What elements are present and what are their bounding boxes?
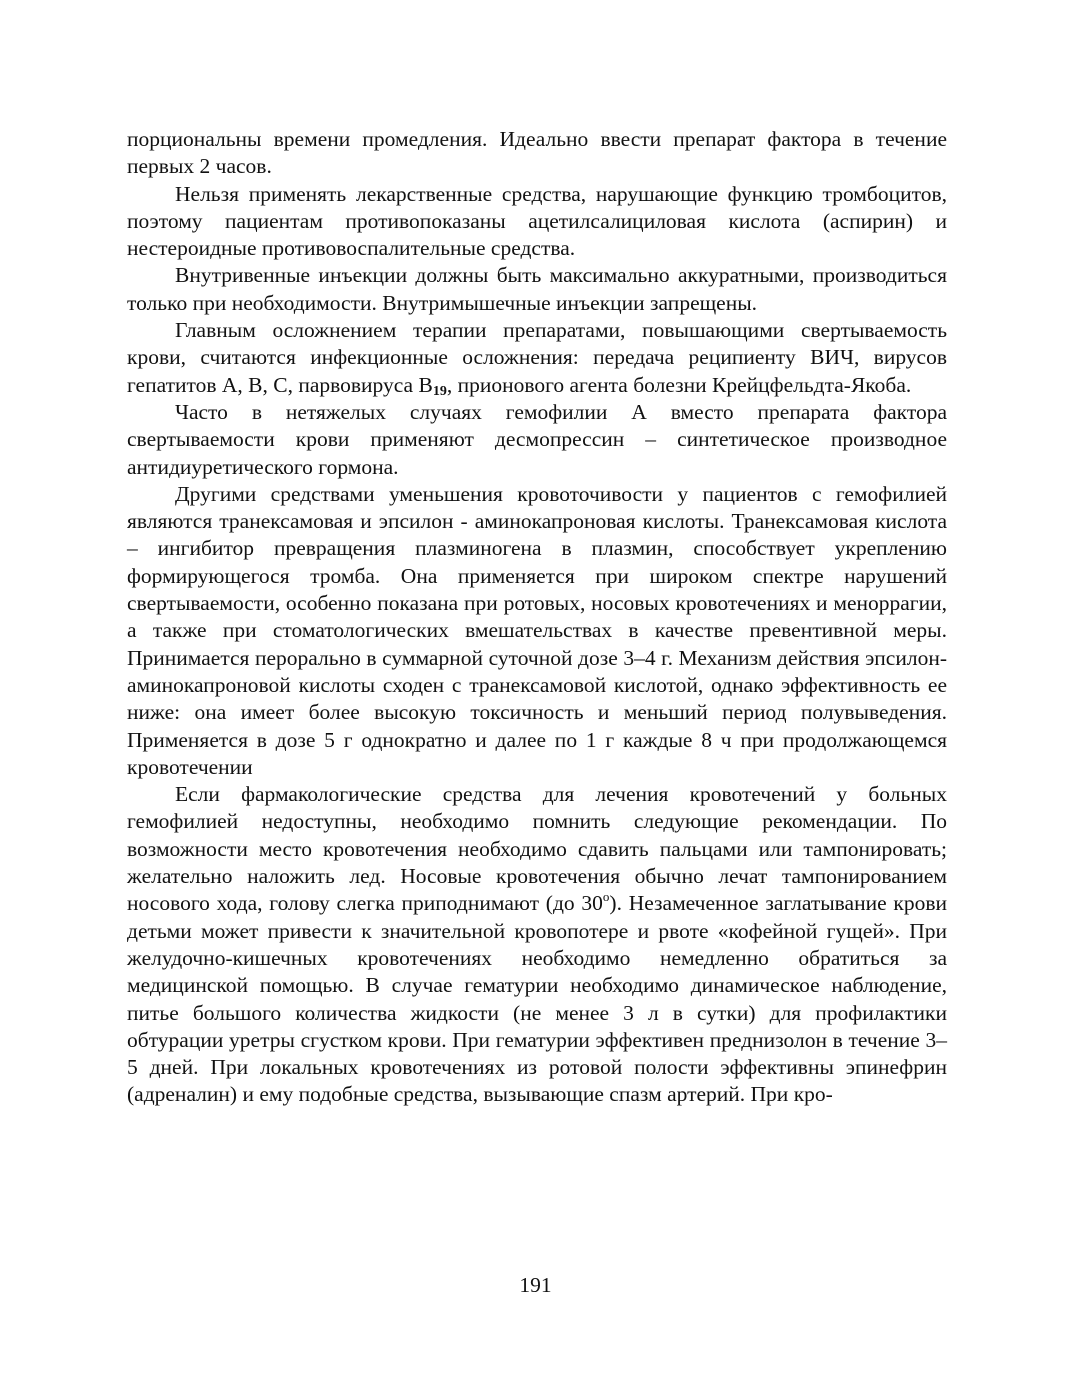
page-number: 191 <box>519 1273 552 1297</box>
paragraph-text-segment: , прионового агента болезни Крейцфельдта-Якоба. <box>446 372 912 397</box>
paragraph-text-segment: Если фармакологические средства для лечения кровотечений у больных гемофилией недоступны, необходимо помнить следующие рекомендации. По возможности место кровотечения необходимо сдавить пальцами или тампонировать; желательно наложить лед. Носовые кровотечения обычно лечат тампонированием носового хода, голову слегка приподнимают (до 30 <box>127 782 947 916</box>
subscript: 19 <box>432 383 447 399</box>
paragraph-infection-complications <box>127 317 947 399</box>
paragraph-text-segment: Главным осложнением терапии препаратами, повышающими свертываемость крови, считаются инфекционные осложнения: передача реципиенту ВИЧ, вирусов гепатитов А, В, С, парвовируса В <box>127 318 947 397</box>
paragraph-tranexamic-acid: Другими средствами уменьшения кровоточивости у пациентов с гемофилией являются транексамовая и эпсилон - аминокапроновая кислоты. Транексамовая кислота – ингибитор превращения плазминогена в плазмин, способствует укреплению формирующегося тромба. Она применяется при широком спектре нарушений свертываемости, особенно показана при ротовых, носовых кровотечениях и меноррагии, а также при стоматологических вмешательствах в качестве превентивной меры. Принимается перорально в суммарной суточной дозе 3–4 г. Механизм действия эпсилон-аминокапроновой кислоты сходен с транексамовой кислотой, однако эффективность ее ниже: она имеет более высокую токсичность и меньший период полувыведения. Применяется в дозе 5 г однократно и далее по 1 г каждые 8 ч при продолжающемся кровотечении <box>127 481 947 779</box>
paragraph-platelet-drugs: Нельзя применять лекарственные средства, нарушающие функцию тромбоцитов, поэтому пациентам противопоказаны ацетилсалициловая кислота (аспирин) и нестероидные противовоспалительные средства. <box>127 181 947 261</box>
paragraph-recommendations <box>127 781 947 1109</box>
paragraph-text-segment: ). Незамеченное заглатывание крови детьми может привести к значительной кровопотере и рвоте «кофейной гущей». При желудочно-кишечных кровотечениях необходимо немедленно обратиться за медицинской помощью. В случае гематурии необходимо динамическое наблюдение, питье большого количества жидкости (не менее 3 л в сутки) для профилактики обтурации уретры сгустком крови. При гематурии эффективен преднизолон в течение 3–5 дней. При локальных кровотечениях из ротовой полости эффективны эпинефрин (адреналин) и ему подобные средства, вызывающие спазм артерий. При кро- <box>127 891 948 1107</box>
paragraph-desmopressin: Часто в нетяжелых случаях гемофилии А вместо препарата фактора свертываемости крови применяют десмопрессин – синтетическое производное антидиуретического гормона. <box>127 399 947 479</box>
paragraph-injections: Внутривенные инъекции должны быть максимально аккуратными, производиться только при необходимости. Внутримышечные инъекции запрещены. <box>127 263 947 315</box>
body-text <box>127 126 947 1109</box>
superscript: o <box>602 889 610 905</box>
paragraph-continuation: порциональны времени промедления. Идеально ввести препарат фактора в течение первых 2 часов. <box>127 127 947 179</box>
